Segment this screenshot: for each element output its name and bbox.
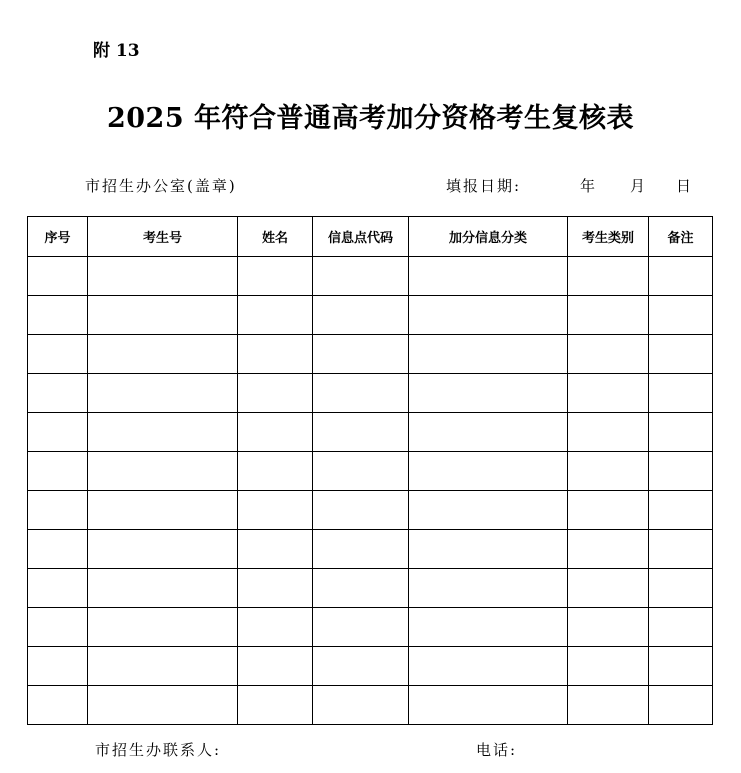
table-cell [409,296,568,335]
table-cell [88,530,238,569]
table-cell [28,608,88,647]
table-row [28,686,713,725]
table-row [28,257,713,296]
table-cell [28,374,88,413]
table-cell [88,452,238,491]
table-row [28,452,713,491]
table-cell [88,257,238,296]
column-header-name: 姓名 [238,217,313,257]
table-cell [409,413,568,452]
table-cell [88,374,238,413]
table-cell [313,374,409,413]
table-cell [568,530,649,569]
table-cell [88,335,238,374]
column-header-remarks: 备注 [649,217,713,257]
table-cell [313,647,409,686]
table-cell [568,452,649,491]
table-cell [313,452,409,491]
table-cell [409,608,568,647]
table-cell [649,647,713,686]
office-seal-line: 市招生办公室(盖章) [85,177,237,195]
table-cell [568,491,649,530]
table-cell [28,296,88,335]
table-cell [88,491,238,530]
table-cell [568,335,649,374]
table-cell [649,530,713,569]
table-cell [88,413,238,452]
table-cell [313,491,409,530]
table-row [28,608,713,647]
date-month-label: 月 [630,177,648,195]
table-cell [28,686,88,725]
table-row [28,569,713,608]
table-row [28,335,713,374]
table-cell [409,686,568,725]
table-cell [238,257,313,296]
table-cell [409,335,568,374]
table-cell [238,530,313,569]
date-year-label: 年 [580,177,598,195]
table-cell [649,374,713,413]
table-cell [649,686,713,725]
table-cell [28,257,88,296]
table-cell [409,647,568,686]
column-header-exam-number: 考生号 [88,217,238,257]
table-cell [238,569,313,608]
appendix-label: 附 13 [93,41,140,61]
table-cell [649,491,713,530]
table-cell [568,608,649,647]
table-cell [568,413,649,452]
table-cell [88,647,238,686]
table-cell [28,491,88,530]
table-cell [313,686,409,725]
table-cell [568,686,649,725]
table-cell [568,374,649,413]
table-cell [409,491,568,530]
table-cell [409,257,568,296]
table-cell [313,608,409,647]
table-cell [88,569,238,608]
table-cell [28,569,88,608]
table-cell [313,413,409,452]
column-header-info-code: 信息点代码 [313,217,409,257]
table-cell [649,335,713,374]
table-cell [238,452,313,491]
table-row [28,491,713,530]
table-cell [313,296,409,335]
table-cell [313,569,409,608]
table-cell [649,257,713,296]
table-cell [28,413,88,452]
table-cell [238,374,313,413]
table-cell [238,647,313,686]
table-cell [649,608,713,647]
table-cell [649,452,713,491]
table-cell [88,686,238,725]
fill-date-line [446,175,693,196]
phone-label: 电话: [476,741,518,759]
table-cell [238,491,313,530]
table-cell [238,608,313,647]
column-header-serial: 序号 [28,217,88,257]
table-header-row [28,217,713,257]
table-cell [28,452,88,491]
table-cell [28,335,88,374]
review-table [27,216,713,725]
table-cell [649,296,713,335]
table-row [28,530,713,569]
table-cell [409,452,568,491]
contact-person-label: 市招生办联系人: [95,741,222,759]
table-cell [238,296,313,335]
table-cell [313,530,409,569]
table-cell [88,296,238,335]
table-row [28,374,713,413]
table-cell [28,530,88,569]
table-cell [409,374,568,413]
table-cell [409,569,568,608]
table-cell [88,608,238,647]
date-day-label: 日 [676,177,694,195]
table-cell [313,257,409,296]
table-cell [649,569,713,608]
table-cell [238,413,313,452]
table-body [28,257,713,725]
table-cell [238,335,313,374]
table-cell [238,686,313,725]
column-header-candidate-type: 考生类别 [568,217,649,257]
table-cell [568,296,649,335]
table-cell [568,257,649,296]
table-cell [409,530,568,569]
table-cell [568,569,649,608]
table-cell [313,335,409,374]
page-title: 2025 年符合普通高考加分资格考生复核表 [106,103,635,134]
table-cell [568,647,649,686]
table-row [28,413,713,452]
column-header-bonus-category: 加分信息分类 [409,217,568,257]
table-cell [28,647,88,686]
fill-date-label: 填报日期: [446,177,522,195]
table-row [28,647,713,686]
table-row [28,296,713,335]
table-cell [649,413,713,452]
